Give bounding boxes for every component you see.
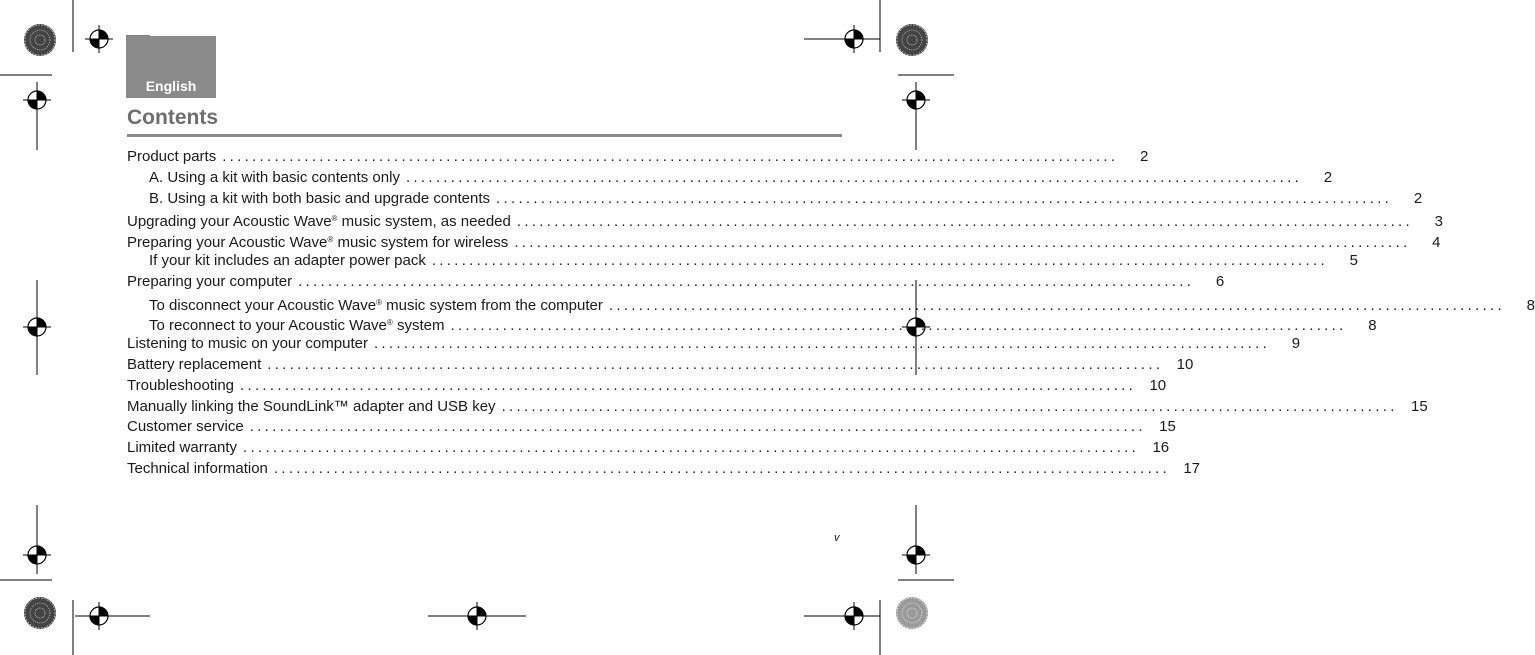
toc-entry-title-part: music system for wireless: [333, 234, 509, 252]
toc-entry[interactable]: [127, 459, 1201, 480]
toc-leader-dots: ........................................................................................................................: [608, 296, 1505, 314]
page-number: v: [834, 532, 840, 544]
toc-entry-page: 8: [1368, 317, 1377, 335]
toc-entry-title: Troubleshooting: [127, 376, 235, 394]
toc-leader-dots: ........................................................................................................................: [273, 459, 1171, 477]
registered-mark: ®: [376, 297, 382, 307]
toc-entry[interactable]: [127, 189, 1423, 210]
toc-leader-dots: ........................................................................................................................: [267, 355, 1164, 373]
toc-entry-page: 15: [1410, 397, 1428, 415]
toc-entry-title: Product parts: [127, 148, 217, 165]
page-title: Contents: [127, 106, 218, 129]
toc-entry-title: Manually linking the SoundLink™ adapter and USB key: [127, 397, 496, 415]
toc-entry-title: B. Using a kit with both basic and upgrade contents: [149, 189, 491, 207]
toc-entry-page: 6: [1215, 272, 1225, 290]
toc-entry-page: 2: [1413, 189, 1423, 207]
toc-entry[interactable]: [127, 168, 1333, 189]
toc-leader-dots: ........................................................................................................................: [514, 234, 1411, 252]
registered-mark: ®: [327, 235, 334, 245]
toc-entry[interactable]: [127, 438, 1170, 459]
toc-entry-title-part: system: [392, 317, 445, 335]
toc-entry-page: 9: [1291, 335, 1301, 353]
toc-entry-page: 4: [1432, 234, 1441, 252]
toc-entry-title-part: music system from the computer: [381, 296, 603, 314]
toc-entry-title-part: Upgrading your Acoustic Wave: [127, 213, 332, 231]
toc-entry-page: 8: [1526, 296, 1535, 314]
toc-leader-dots: ........................................................................................................................: [243, 439, 1140, 457]
toc-entry[interactable]: [127, 293, 1535, 314]
language-tab: [126, 36, 216, 98]
toc-leader-dots: ........................................................................................................................: [249, 418, 1146, 436]
toc-leader-dots: ........................................................................................................................: [496, 189, 1393, 207]
toc-entry-title: Limited warranty: [127, 439, 238, 457]
toc-entry[interactable]: [127, 230, 1441, 252]
toc-entry[interactable]: [127, 355, 1194, 376]
toc-entry-page: 16: [1152, 439, 1170, 457]
toc-entry-title: If your kit includes an adapter power pack: [149, 251, 426, 269]
title-rule: [127, 134, 842, 137]
toc-entry-title: Technical information: [127, 459, 268, 477]
registered-mark: ®: [386, 318, 393, 328]
toc-entry-page: 3: [1434, 213, 1443, 231]
toc-entry-title-part: To reconnect to your Acoustic Wave: [149, 317, 387, 335]
registered-mark: ®: [331, 214, 338, 224]
toc-entry-title-part: To disconnect your Acoustic Wave: [149, 296, 377, 314]
toc-entry[interactable]: [127, 272, 1225, 293]
toc-entry[interactable]: [127, 397, 1428, 418]
toc-entry[interactable]: [127, 417, 1176, 438]
toc-entry[interactable]: [127, 251, 1358, 272]
toc-entry-title: Battery replacement: [127, 355, 262, 373]
toc-entry-page: 5: [1349, 251, 1358, 269]
toc-leader-dots: ........................................................................................................................: [501, 397, 1398, 415]
language-tab-label: English: [145, 78, 197, 94]
toc-entry-page: 2: [1139, 148, 1149, 165]
toc-entry-page: 10: [1149, 376, 1167, 394]
toc-entry[interactable]: [127, 334, 1301, 355]
toc-entry-page: 2: [1323, 168, 1333, 186]
toc-leader-dots: ........................................................................................................................: [405, 168, 1303, 186]
toc-entry-page: 15: [1159, 418, 1176, 436]
toc-leader-dots: ........................................................................................................................: [298, 272, 1195, 290]
toc-entry-title: A. Using a kit with basic contents only: [149, 168, 400, 186]
toc-leader-dots: ........................................................................................................................: [516, 213, 1413, 231]
toc-entry-title: Preparing your computer: [127, 272, 293, 290]
toc-entry-title: Listening to music on your computer: [127, 335, 368, 353]
toc-entry-page: 17: [1183, 459, 1201, 477]
toc-entry[interactable]: [127, 313, 1377, 335]
toc-entry-title: Customer service: [127, 418, 244, 436]
toc-leader-dots: ........................................................................................................................: [450, 317, 1347, 335]
toc-leader-dots: ........................................................................................................................: [240, 376, 1137, 394]
toc-entry[interactable]: [127, 147, 1149, 168]
table-of-contents: [127, 147, 1535, 480]
toc-leader-dots: ........................................................................................................................: [222, 148, 1119, 165]
toc-entry-page: 10: [1176, 355, 1194, 373]
toc-entry-title-part: music system, as needed: [337, 213, 511, 231]
toc-entry[interactable]: [127, 376, 1167, 397]
toc-leader-dots: ........................................................................................................................: [431, 251, 1328, 269]
toc-entry-title-part: Preparing your Acoustic Wave: [127, 234, 328, 252]
toc-leader-dots: ........................................................................................................................: [373, 335, 1271, 353]
toc-entry[interactable]: [127, 209, 1443, 231]
